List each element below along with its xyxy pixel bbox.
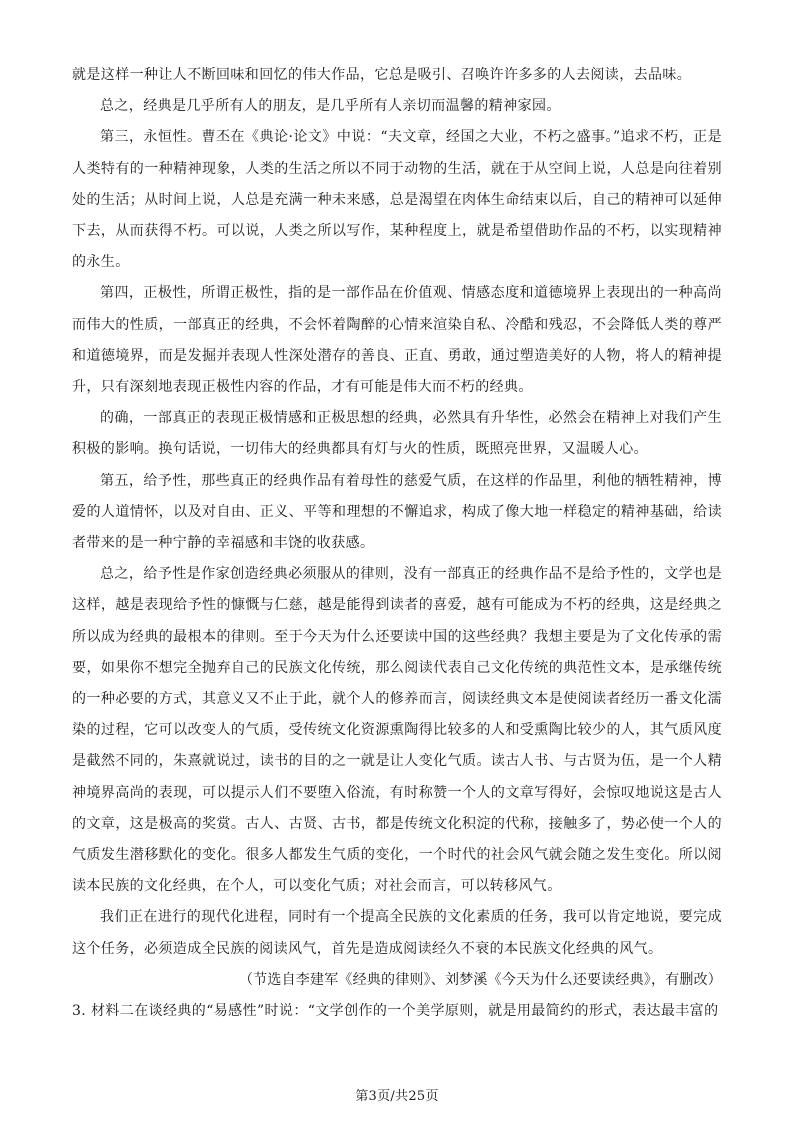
paragraph-eternity: 第三，永恒性。曹丕在《典论·论文》中说：“夫文章，经国之大业，不朽之盛事。”追求不朽，正是人类特有的一种精神现象，人类的生活之所以不同于动物的生活，就在于从空间上说，人总是向往着别处的生活；从时间上说，人总是充满一种未来感，总是渴望在肉体生命结束以后，自己的精神可以延伸下去，从而获得不朽。可以说，人类之所以写作，某种程度上，就是希望借助作品的不朽，以实现精神的永生。 [72, 129, 722, 271]
text-body [72, 60, 722, 1027]
source-citation: （节选自李建军《经典的律则》、刘梦溪《今天为什么还要读经典》，有删改） [239, 971, 722, 988]
paragraph-giving: 第五，给予性，那些真正的经典作品有着母性的慈爱气质，在这样的作品里，利他的牺牲精神，博爱的人道情怀，以及对自由、正义、平等和理想的不懈追求，构成了像大地一样稳定的精神基础，给读者带来的是一种宁静的幸福感和丰饶的收获感。 [72, 472, 722, 552]
page-number-footer: 第3页/共25页 [355, 1089, 439, 1104]
paragraph-summary-friend: 总之，经典是几乎所有人的朋友，是几乎所有人亲切而温馨的精神家园。 [100, 98, 561, 115]
paragraph-positivity: 第四，正极性，所谓正极性，指的是一部作品在价值观、情感态度和道德境界上表现出的一种高尚而伟大的性质，一部真正的经典，不会怀着陶醉的心情来渲染自私、冷酷和残忍，不会降低人类的尊严和道德境界，而是发掘并表现人性深处潜存的善良、正直、勇敢，通过塑造美好的人物，将人的精神提升，只有深刻地表现正极性内容的作品，才有可能是伟大而不朽的经典。 [72, 285, 722, 396]
paragraph-continuation: 就是这样一种让人不断回味和回忆的伟大作品，它总是吸引、召唤许许多多的人去阅读，去品味。 [72, 67, 692, 83]
paragraph-sublimation: 的确，一部真正的表现正极情感和正极思想的经典，必然具有升华性，必然会在精神上对我们产生积极的影响。换句话说，一切伟大的经典都具有灯与火的性质，既照亮世界，又温暖人心。 [72, 410, 722, 458]
paragraph-modernization: 我们正在进行的现代化进程，同时有一个提高全民族的文化素质的任务，我可以肯定地说，要完成这个任务，必须造成全民族的阅读风气，首先是造成阅读经久不衰的本民族文化经典的风气。 [72, 909, 722, 957]
question-3: 3. 材料二在谈经典的“易感性”时说：“文学创作的一个美学原则，就是用最简约的形式，表达最丰富的 [72, 1003, 719, 1020]
paragraph-giving-summary: 总之，给予性是作家创造经典必须服从的律则，没有一部真正的经典作品不是给予性的，文学也是这样，越是表现给予性的慷慨与仁慈，越是能得到读者的喜爱，越有可能成为不朽的经典，这是经典之所以成为经典的最根本的律则。至于今天为什么还要读中国的这些经典？我想主要是为了文化传承的需要，如果你不想完全抛弃自己的民族文化传统，那么阅读代表自己文化传统的典范性文本，是承继传统的一种必要的方式，其意义又不止于此，就个人的修养而言，阅读经典文本是使阅读者经历一番文化濡染的过程，它可以改变人的气质，受传统文化资源熏陶得比较多的人和受熏陶比较少的人，其气质风度是截然不同的，朱熹就说过，读书的目的之一就是让人变化气质。读古人书、与古贤为伍，是一个人精神境界高尚的表现，可以提示人们不要堕入俗流，有时称赞一个人的文章写得好，会惊叹地说这是古人的文章，这是极高的奖赏。古人、古贤、古书，都是传统文化积淀的代称，接触多了，势必使一个人的气质发生潜移默化的变化。很多人都发生气质的变化，一个时代的社会风气就会随之发生变化。所以阅读本民族的文化经典，在个人，可以变化气质；对社会而言，可以转移风气。 [72, 566, 722, 895]
